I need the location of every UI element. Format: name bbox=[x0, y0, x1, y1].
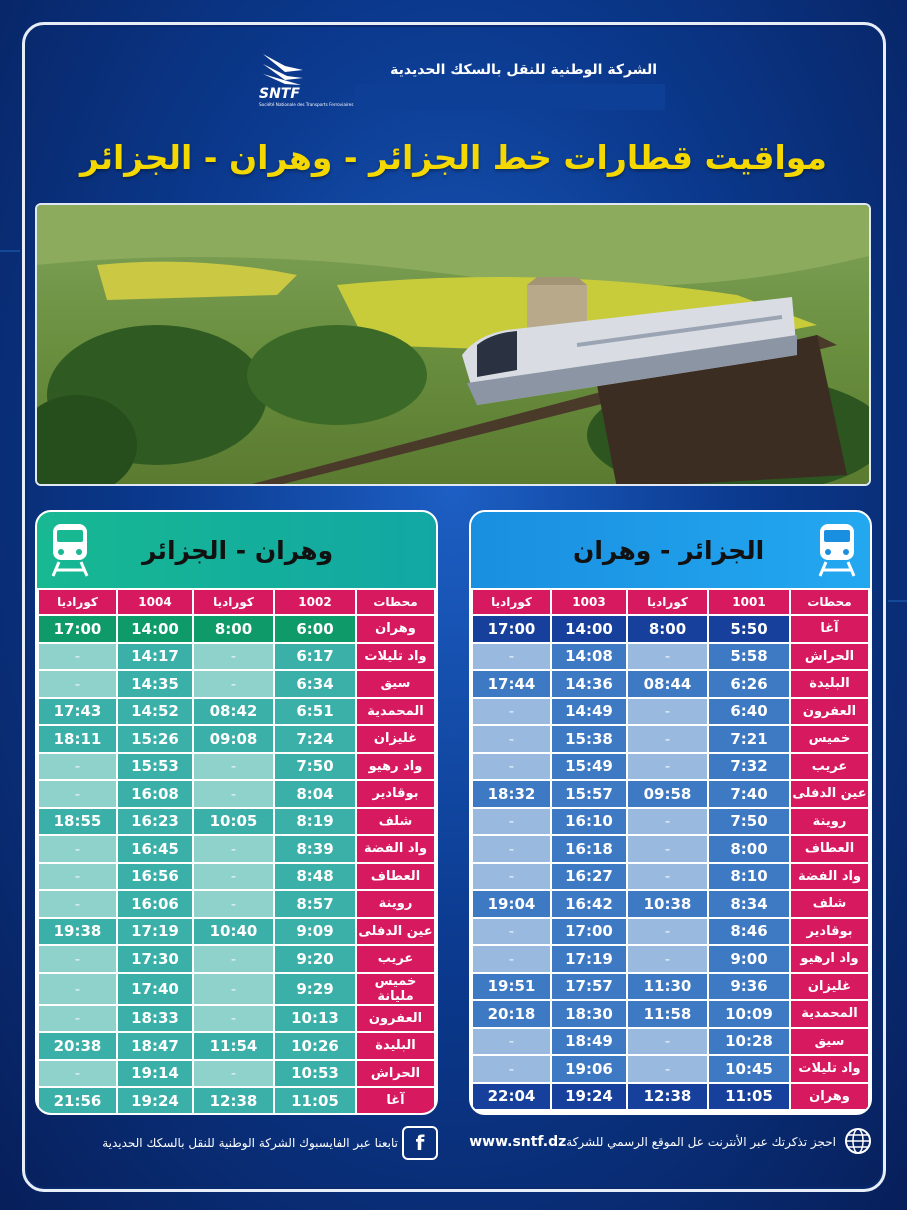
time-cell: - bbox=[628, 699, 707, 725]
station-name: وهران bbox=[357, 616, 434, 642]
time-cell: - bbox=[194, 754, 273, 780]
time-cell: - bbox=[194, 1061, 273, 1087]
time-cell: 8:00 bbox=[628, 616, 707, 642]
time-cell: - bbox=[194, 974, 273, 1004]
time-cell: 16:06 bbox=[118, 891, 192, 917]
timetable-oran-algiers bbox=[35, 510, 438, 1115]
table-row bbox=[39, 1006, 434, 1032]
station-name: بوقادير bbox=[791, 919, 868, 945]
facebook-icon[interactable]: f bbox=[402, 1126, 438, 1160]
station-name: العفرون bbox=[357, 1006, 434, 1032]
time-cell: - bbox=[473, 864, 550, 890]
time-cell: 10:38 bbox=[628, 891, 707, 917]
table-row bbox=[39, 671, 434, 697]
time-cell: 10:13 bbox=[275, 1006, 355, 1032]
station-name: عين الدفلى bbox=[791, 781, 868, 807]
col-header: محطات bbox=[357, 590, 434, 614]
time-cell: 17:43 bbox=[39, 699, 116, 725]
station-name: غليزان bbox=[357, 726, 434, 752]
station-name: سيق bbox=[357, 671, 434, 697]
station-name: واد تليلات bbox=[357, 644, 434, 670]
time-cell: 16:08 bbox=[118, 781, 192, 807]
time-cell: - bbox=[628, 754, 707, 780]
time-cell: 10:40 bbox=[194, 919, 273, 945]
time-cell: 16:23 bbox=[118, 809, 192, 835]
time-cell: 09:08 bbox=[194, 726, 273, 752]
time-cell: 19:04 bbox=[473, 891, 550, 917]
table-row bbox=[39, 1088, 434, 1114]
time-cell: 6:17 bbox=[275, 644, 355, 670]
col-header: 1002 bbox=[275, 590, 355, 614]
time-cell: 22:04 bbox=[473, 1084, 550, 1110]
time-cell: 7:32 bbox=[709, 754, 789, 780]
time-cell: 16:10 bbox=[552, 809, 626, 835]
time-cell: 10:45 bbox=[709, 1056, 789, 1082]
time-cell: 5:50 bbox=[709, 616, 789, 642]
time-cell: 5:58 bbox=[709, 644, 789, 670]
station-name: الحراش bbox=[791, 644, 868, 670]
time-cell: 15:57 bbox=[552, 781, 626, 807]
time-cell: 18:47 bbox=[118, 1033, 192, 1059]
col-header: كوراديا bbox=[473, 590, 550, 614]
booking-text: احجز تذكرتك عبر الأنترنت عل الموقع الرسمي للشركة bbox=[566, 1135, 836, 1149]
time-cell: 6:51 bbox=[275, 699, 355, 725]
table-row bbox=[473, 891, 868, 917]
time-cell: - bbox=[194, 644, 273, 670]
time-cell: 14:35 bbox=[118, 671, 192, 697]
globe-icon bbox=[843, 1126, 873, 1156]
train-bridge-photo bbox=[35, 203, 871, 486]
station-name: واد ارهيو bbox=[791, 946, 868, 972]
table-row bbox=[39, 836, 434, 862]
time-cell: - bbox=[194, 671, 273, 697]
time-cell: 8:39 bbox=[275, 836, 355, 862]
table-row bbox=[39, 809, 434, 835]
panel-header bbox=[471, 512, 870, 588]
station-name: واد رهيو bbox=[357, 754, 434, 780]
time-cell: - bbox=[194, 946, 273, 972]
time-cell: - bbox=[39, 864, 116, 890]
col-header: محطات bbox=[791, 590, 868, 614]
booking-note bbox=[468, 1134, 836, 1150]
time-cell: 14:00 bbox=[118, 616, 192, 642]
table-row bbox=[39, 946, 434, 972]
time-cell: 12:38 bbox=[628, 1084, 707, 1110]
timetable bbox=[471, 588, 870, 1111]
time-cell: 8:10 bbox=[709, 864, 789, 890]
station-name: سيق bbox=[791, 1029, 868, 1055]
time-cell: 16:42 bbox=[552, 891, 626, 917]
table-row bbox=[39, 644, 434, 670]
time-cell: 8:57 bbox=[275, 891, 355, 917]
table-row bbox=[39, 726, 434, 752]
time-cell: 16:18 bbox=[552, 836, 626, 862]
time-cell: - bbox=[628, 864, 707, 890]
time-cell: 14:36 bbox=[552, 671, 626, 697]
time-cell: 7:40 bbox=[709, 781, 789, 807]
time-cell: 11:30 bbox=[628, 974, 707, 1000]
time-cell: 9:20 bbox=[275, 946, 355, 972]
time-cell: 14:52 bbox=[118, 699, 192, 725]
time-cell: - bbox=[39, 1006, 116, 1032]
table-row bbox=[473, 726, 868, 752]
station-name: عين الدفلى bbox=[357, 919, 434, 945]
train-icon bbox=[812, 520, 862, 580]
time-cell: - bbox=[473, 1029, 550, 1055]
time-cell: 20:38 bbox=[39, 1033, 116, 1059]
time-cell: 6:00 bbox=[275, 616, 355, 642]
time-cell: - bbox=[628, 644, 707, 670]
station-name: آغا bbox=[791, 616, 868, 642]
time-cell: 17:19 bbox=[552, 946, 626, 972]
time-cell: - bbox=[473, 946, 550, 972]
time-cell: - bbox=[39, 836, 116, 862]
timetable bbox=[37, 588, 436, 1115]
time-cell: 20:18 bbox=[473, 1001, 550, 1027]
table-row bbox=[39, 781, 434, 807]
station-name: العفرون bbox=[791, 699, 868, 725]
time-cell: - bbox=[628, 836, 707, 862]
col-header: 1003 bbox=[552, 590, 626, 614]
table-row bbox=[473, 781, 868, 807]
table-row bbox=[473, 809, 868, 835]
org-name-bar bbox=[355, 84, 665, 110]
time-cell: 8:04 bbox=[275, 781, 355, 807]
time-cell: 08:42 bbox=[194, 699, 273, 725]
decor-line bbox=[0, 250, 20, 252]
time-cell: 9:00 bbox=[709, 946, 789, 972]
table-row bbox=[39, 754, 434, 780]
time-cell: 10:09 bbox=[709, 1001, 789, 1027]
time-cell: 17:00 bbox=[552, 919, 626, 945]
station-name: آغا bbox=[357, 1088, 434, 1114]
logo-subtitle: Société Nationale des Transports Ferroviaires bbox=[259, 102, 354, 107]
time-cell: - bbox=[39, 946, 116, 972]
table-row bbox=[473, 1001, 868, 1027]
time-cell: - bbox=[194, 864, 273, 890]
time-cell: 18:32 bbox=[473, 781, 550, 807]
time-cell: 14:49 bbox=[552, 699, 626, 725]
station-name: عريب bbox=[357, 946, 434, 972]
time-cell: - bbox=[39, 754, 116, 780]
station-name: خميس bbox=[791, 726, 868, 752]
time-cell: - bbox=[194, 1006, 273, 1032]
table-row bbox=[473, 974, 868, 1000]
time-cell: 19:14 bbox=[118, 1061, 192, 1087]
time-cell: 17:40 bbox=[118, 974, 192, 1004]
station-name: شلف bbox=[357, 809, 434, 835]
station-name: المحمدية bbox=[791, 1001, 868, 1027]
sntf-logo bbox=[255, 50, 355, 108]
time-cell: - bbox=[39, 1061, 116, 1087]
time-cell: 8:19 bbox=[275, 809, 355, 835]
panel-title: الجزائر - وهران bbox=[573, 536, 765, 565]
time-cell: - bbox=[628, 1029, 707, 1055]
station-name: العطاف bbox=[791, 836, 868, 862]
time-cell: 10:28 bbox=[709, 1029, 789, 1055]
time-cell: - bbox=[39, 781, 116, 807]
time-cell: 10:53 bbox=[275, 1061, 355, 1087]
facebook-text: تابعنا عبر الفايسبوك الشركة الوطنية للنقل بالسكك الحديدية bbox=[102, 1136, 398, 1150]
time-cell: 18:11 bbox=[39, 726, 116, 752]
time-cell: 11:54 bbox=[194, 1033, 273, 1059]
time-cell: 11:05 bbox=[709, 1084, 789, 1110]
time-cell: 19:24 bbox=[552, 1084, 626, 1110]
time-cell: - bbox=[473, 726, 550, 752]
org-name-block bbox=[355, 60, 665, 112]
time-cell: - bbox=[473, 809, 550, 835]
station-name: واد تليلات bbox=[791, 1056, 868, 1082]
time-cell: 15:26 bbox=[118, 726, 192, 752]
col-header: كوراديا bbox=[628, 590, 707, 614]
time-cell: 17:00 bbox=[473, 616, 550, 642]
time-cell: 15:53 bbox=[118, 754, 192, 780]
time-cell: 16:56 bbox=[118, 864, 192, 890]
time-cell: 10:26 bbox=[275, 1033, 355, 1059]
time-cell: - bbox=[194, 836, 273, 862]
time-cell: 18:30 bbox=[552, 1001, 626, 1027]
time-cell: 8:00 bbox=[709, 836, 789, 862]
time-cell: 9:09 bbox=[275, 919, 355, 945]
table-row bbox=[473, 754, 868, 780]
org-name: الشركة الوطنية للنقل بالسكك الحديدية bbox=[390, 62, 657, 78]
table-row bbox=[473, 946, 868, 972]
time-cell: 9:36 bbox=[709, 974, 789, 1000]
time-cell: 8:48 bbox=[275, 864, 355, 890]
col-header: كوراديا bbox=[39, 590, 116, 614]
station-name: وهران bbox=[791, 1084, 868, 1110]
table-row bbox=[473, 836, 868, 862]
time-cell: 7:24 bbox=[275, 726, 355, 752]
time-cell: 6:26 bbox=[709, 671, 789, 697]
time-cell: 6:40 bbox=[709, 699, 789, 725]
time-cell: 15:38 bbox=[552, 726, 626, 752]
table-row bbox=[473, 1084, 868, 1110]
time-cell: 17:30 bbox=[118, 946, 192, 972]
time-cell: 9:29 bbox=[275, 974, 355, 1004]
station-name: البليدة bbox=[357, 1033, 434, 1059]
col-header: كوراديا bbox=[194, 590, 273, 614]
station-name: بوقادير bbox=[357, 781, 434, 807]
time-cell: - bbox=[628, 809, 707, 835]
time-cell: 7:50 bbox=[275, 754, 355, 780]
station-name: المحمدية bbox=[357, 699, 434, 725]
logo-text: SNTF bbox=[259, 86, 300, 102]
time-cell: 18:33 bbox=[118, 1006, 192, 1032]
time-cell: - bbox=[39, 671, 116, 697]
time-cell: 08:44 bbox=[628, 671, 707, 697]
time-cell: 17:19 bbox=[118, 919, 192, 945]
time-cell: - bbox=[473, 699, 550, 725]
decor-line bbox=[888, 600, 907, 602]
time-cell: - bbox=[39, 644, 116, 670]
time-cell: - bbox=[473, 644, 550, 670]
station-name: الحراش bbox=[357, 1061, 434, 1087]
table-row bbox=[473, 1029, 868, 1055]
table-row bbox=[473, 671, 868, 697]
time-cell: 17:57 bbox=[552, 974, 626, 1000]
time-cell: - bbox=[473, 1056, 550, 1082]
time-cell: 6:34 bbox=[275, 671, 355, 697]
col-header: 1004 bbox=[118, 590, 192, 614]
station-name: العطاف bbox=[357, 864, 434, 890]
time-cell: 10:05 bbox=[194, 809, 273, 835]
time-cell: 16:27 bbox=[552, 864, 626, 890]
station-name: البليدة bbox=[791, 671, 868, 697]
time-cell: 8:46 bbox=[709, 919, 789, 945]
table-row bbox=[473, 616, 868, 642]
col-header: 1001 bbox=[709, 590, 789, 614]
time-cell: 8:00 bbox=[194, 616, 273, 642]
table-row bbox=[473, 699, 868, 725]
time-cell: 19:24 bbox=[118, 1088, 192, 1114]
time-cell: 19:06 bbox=[552, 1056, 626, 1082]
time-cell: - bbox=[473, 754, 550, 780]
time-cell: - bbox=[473, 836, 550, 862]
station-name: واد الفضة bbox=[791, 864, 868, 890]
table-row bbox=[39, 616, 434, 642]
panel-title: وهران - الجزائر bbox=[142, 536, 334, 565]
time-cell: 7:21 bbox=[709, 726, 789, 752]
timetable-body bbox=[39, 616, 434, 1114]
time-cell: 21:56 bbox=[39, 1088, 116, 1114]
table-row bbox=[39, 891, 434, 917]
table-row bbox=[39, 699, 434, 725]
time-cell: - bbox=[628, 946, 707, 972]
time-cell: 17:00 bbox=[39, 616, 116, 642]
page-title: مواقيت قطارات خط الجزائر - وهران - الجزائر bbox=[80, 138, 827, 177]
station-name: خميس مليانة bbox=[357, 974, 434, 1004]
station-name: غليزان bbox=[791, 974, 868, 1000]
time-cell: - bbox=[39, 974, 116, 1004]
station-name: عريب bbox=[791, 754, 868, 780]
table-row bbox=[39, 974, 434, 1004]
station-name: واد الفضة bbox=[357, 836, 434, 862]
time-cell: 14:08 bbox=[552, 644, 626, 670]
time-cell: 15:49 bbox=[552, 754, 626, 780]
time-cell: 11:05 bbox=[275, 1088, 355, 1114]
time-cell: 12:38 bbox=[194, 1088, 273, 1114]
time-cell: - bbox=[194, 891, 273, 917]
time-cell: 09:58 bbox=[628, 781, 707, 807]
time-cell: 8:34 bbox=[709, 891, 789, 917]
time-cell: 16:45 bbox=[118, 836, 192, 862]
time-cell: - bbox=[473, 919, 550, 945]
table-row bbox=[39, 1061, 434, 1087]
time-cell: - bbox=[628, 919, 707, 945]
time-cell: - bbox=[39, 891, 116, 917]
website-link[interactable]: www.sntf.dz bbox=[469, 1134, 567, 1150]
header-row bbox=[473, 590, 868, 614]
table-row bbox=[473, 644, 868, 670]
time-cell: - bbox=[628, 1056, 707, 1082]
station-name: روينة bbox=[791, 809, 868, 835]
table-row bbox=[473, 864, 868, 890]
time-cell: 19:38 bbox=[39, 919, 116, 945]
table-row bbox=[39, 864, 434, 890]
table-row bbox=[39, 919, 434, 945]
header-row bbox=[39, 590, 434, 614]
timetable-body bbox=[473, 616, 868, 1109]
train-icon bbox=[45, 520, 95, 580]
station-name: روينة bbox=[357, 891, 434, 917]
time-cell: 17:44 bbox=[473, 671, 550, 697]
time-cell: 7:50 bbox=[709, 809, 789, 835]
time-cell: 18:49 bbox=[552, 1029, 626, 1055]
time-cell: 18:55 bbox=[39, 809, 116, 835]
time-cell: - bbox=[628, 726, 707, 752]
timetable-algiers-oran bbox=[469, 510, 872, 1115]
panel-header bbox=[37, 512, 436, 588]
table-row bbox=[39, 1033, 434, 1059]
time-cell: 14:00 bbox=[552, 616, 626, 642]
time-cell: 14:17 bbox=[118, 644, 192, 670]
time-cell: 19:51 bbox=[473, 974, 550, 1000]
time-cell: - bbox=[194, 781, 273, 807]
table-row bbox=[473, 919, 868, 945]
table-row bbox=[473, 1056, 868, 1082]
time-cell: 11:58 bbox=[628, 1001, 707, 1027]
station-name: شلف bbox=[791, 891, 868, 917]
